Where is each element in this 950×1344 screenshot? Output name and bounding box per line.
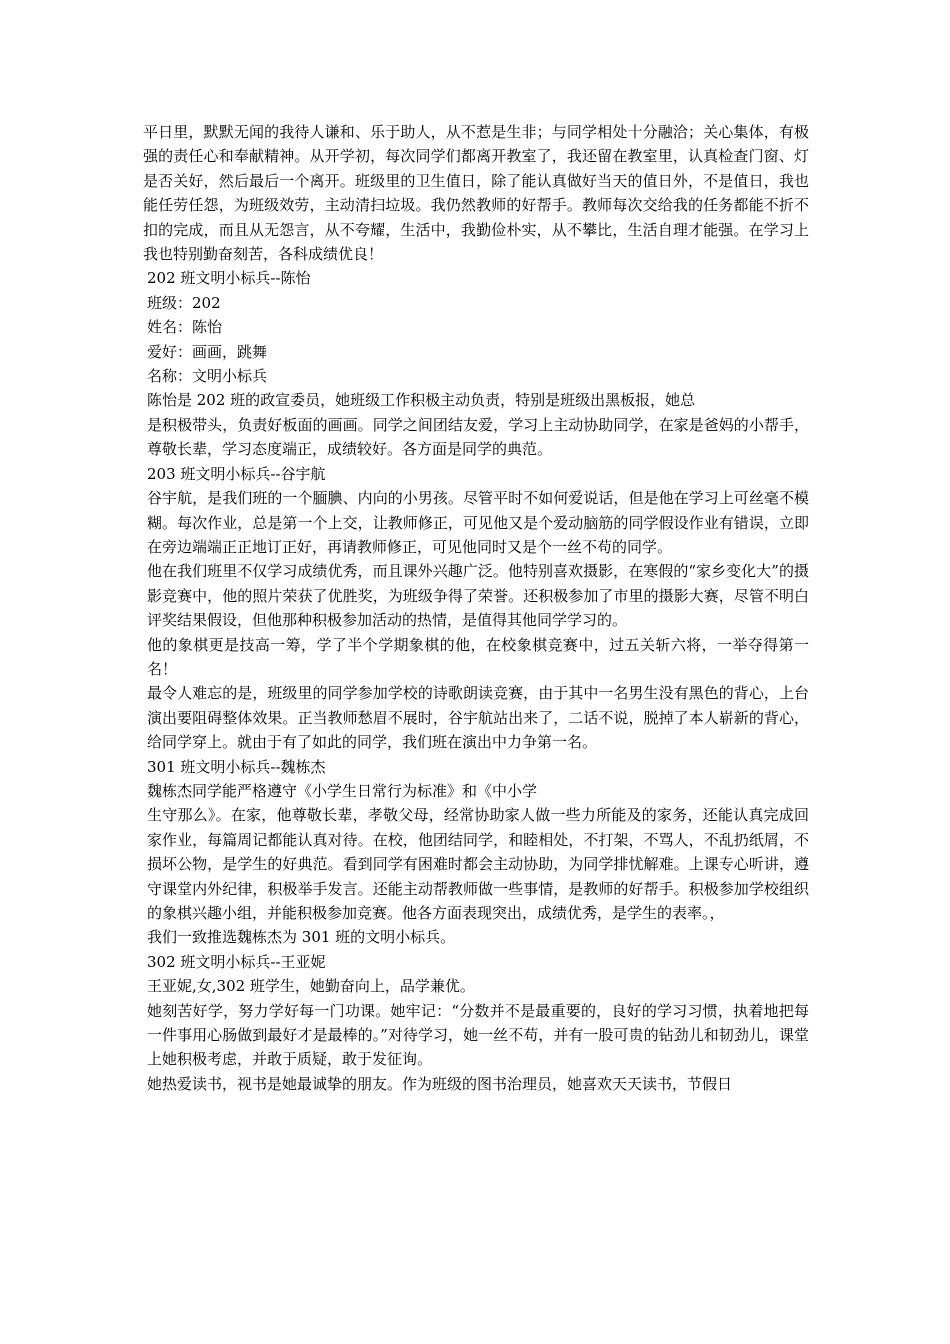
heading-class-203: 203 班文明小标兵--谷宇航 bbox=[147, 464, 326, 483]
paragraph-wangyani-2: 她刻苦好学，努力学好每一门功课。她牢记：“分数并不是最重要的，良好的学习习惯，执着地把每一件事用心肠做到最好才是最棒的。”对待学习，她一丝不苟，并有一股可贵的钻劲儿和韧劲儿，课堂上她积极考虑，并敢于质疑，敢于发征询。 bbox=[147, 1001, 809, 1069]
paragraph-wangyani-3: 她热爱读书，视书是她最诚挚的朋友。作为班级的图书治理员，她喜欢天天读书，节假日 bbox=[147, 1074, 733, 1093]
paragraph-intro: 平日里，默默无闻的我待人谦和、乐于助人，从不惹是生非；与同学相处十分融洽；关心集体，有极强的责任心和奉献精神。从开学初，每次同学们都离开教室了，我还留在教室里，认真检查门窗、灯是否关好，然后最后一个离开。班级里的卫生值日，除了能认真做好当天的值日外，不是值日，我也能任劳任怨，为班级效劳，主动清扫垃圾。我仍然教师的好帮手。教师每次交给我的任务都能不折不扣的完成，而且从无怨言，从不夸耀，生活中，我勤俭朴实，从不攀比，生活自理才能强。在学习上我也特别勤奋刻苦，各科成绩优良！ bbox=[143, 123, 809, 264]
field-class: 班级：202 bbox=[147, 293, 221, 312]
paragraph-guyuhang-4: 最令人难忘的是，班级里的同学参加学校的诗歌朗读竞赛，由于其中一名男生没有黑色的背心，上台演出要阻碍整体效果。正当教师愁眉不展时，谷宇航站出来了，二话不说，脱掉了本人崭新的背心，给同学穿上。就由于有了如此的同学，我们班在演出中力争第一名。 bbox=[147, 684, 809, 752]
heading-class-202: 202 班文明小标兵--陈怡 bbox=[147, 269, 311, 288]
paragraph-chenyi-2: 是积极带头，负责好板面的画画。同学之间团结友爱，学习上主动协助同学，在家是爸妈的小帮手，尊敬长辈，学习态度端正，成绩较好。各方面是同学的典范。 bbox=[147, 415, 809, 459]
paragraph-chenyi-1: 陈怡是 202 班的政宣委员，她班级工作积极主动负责，特别是班级出黑板报，她总 bbox=[147, 391, 696, 410]
field-title: 名称：文明小标兵 bbox=[147, 367, 268, 386]
paragraph-guyuhang-1: 谷宇航，是我们班的一个腼腆、内向的小男孩。尽管平时不如何爱说话，但是他在学习上可丝毫不模糊。每次作业，总是第一个上交，让教师修正，可见他又是个爱动脑筋的同学假设作业有错误，立即在旁边端端正正地订正好，再请教师修正，可见他同时又是个一丝不苟的同学。 bbox=[147, 489, 809, 556]
paragraph-guyuhang-2: 他在我们班里不仅学习成绩优秀，而且课外兴趣广泛。他特别喜欢摄影，在寒假的“家乡变化大”的摄影竞赛中，他的照片荣获了优胜奖，为班级争得了荣誉。还积极参加了市里的摄影大赛，尽管不明白评奖结果假设，但他那种积极参加活动的热情，是值得其他同学学习的。 bbox=[147, 562, 809, 630]
paragraph-weidongjie-1: 魏栋杰同学能严格遵守《小学生日常行为标准》和《中小学 bbox=[147, 781, 538, 800]
paragraph-weidongjie-3: 我们一致推选魏栋杰为 301 班的文明小标兵。 bbox=[147, 928, 456, 947]
paragraph-guyuhang-3: 他的象棋更是技高一筹，学了半个学期象棋的他，在校象棋竞赛中，过五关斩六将，一举夺得第一名！ bbox=[147, 635, 809, 678]
paragraph-wangyani-1: 王亚妮,女,302 班学生，她勤奋向上，品学兼优。 bbox=[147, 977, 475, 996]
document-body bbox=[143, 120, 809, 1096]
field-hobby: 爱好：画画，跳舞 bbox=[147, 342, 268, 361]
field-name: 姓名：陈怡 bbox=[147, 318, 223, 337]
heading-class-301: 301 班文明小标兵--魏栋杰 bbox=[147, 757, 326, 776]
paragraph-weidongjie-2: 生守那么》。在家，他尊敬长辈，孝敬父母，经常协助家人做一些力所能及的家务，还能认真完成回家作业，每篇周记都能认真对待。在校，他团结同学，和睦相处，不打架，不骂人，不乱扔纸屑，不损坏公物，是学生的好典范。看到同学有困难时都会主动协助，为同学排忧解难。上课专心听讲，遵守课堂内外纪律，积极举手发言。还能主动帮教师做一些事情，是教师的好帮手。积极参加学校组织的象棋兴趣小组，并能积极参加竞赛。他各方面表现突出，成绩优秀，是学生的表率。， bbox=[147, 806, 809, 922]
heading-class-302: 302 班文明小标兵--王亚妮 bbox=[147, 952, 326, 971]
